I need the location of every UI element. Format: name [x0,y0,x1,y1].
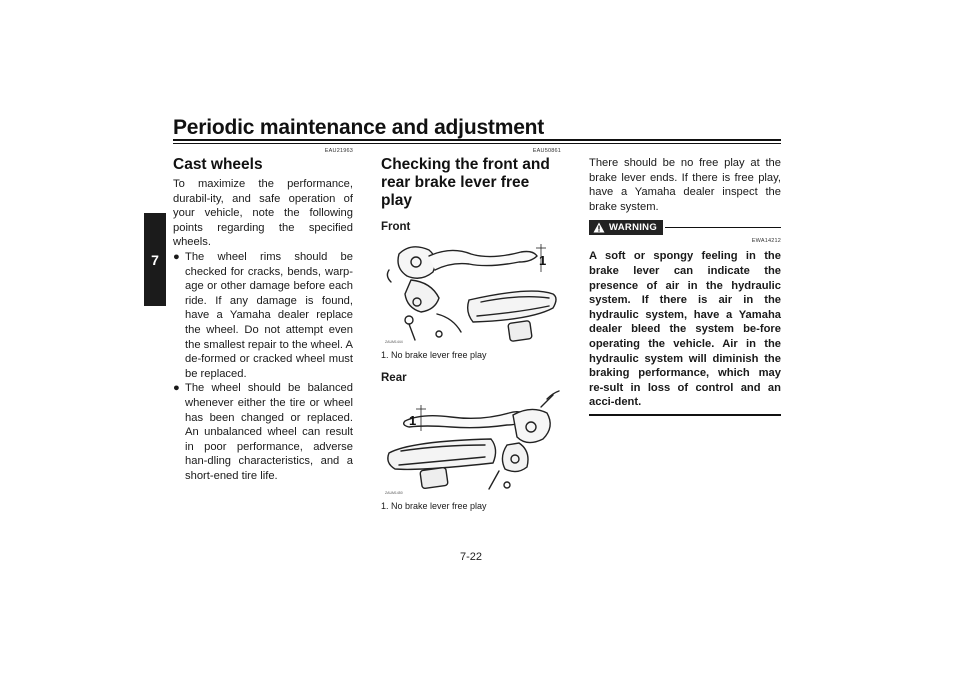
column-free-play-notes [589,147,781,416]
bullet-icon: ● [173,382,180,395]
warning-text: A soft or spongy feeling in the brake lever can indicate the presence of air in the hydraulic system. If there is air in the hydraulic system, have a Yamaha dealer bleed the system be-fore operating the vehicle. Air in the hydraulic system will diminish the braking performance, which may re-sult in loss of control and an acci-dent. [589,250,781,409]
page-header-title: Periodic maintenance and adjustment [173,116,545,139]
rear-callout-number: 1 [409,413,417,428]
free-play-paragraph: There should be no free play at the brake lever ends. If there is free play, have a Yamaha dealer inspect the brake system. [589,157,781,213]
front-callout-number: 1 [539,253,547,268]
figure-code: ZAUM1444 [385,340,403,344]
section-code: EAU50861 [532,148,561,154]
rear-caption: 1. No brake lever free play [381,501,487,511]
header-rule-thin [173,143,781,144]
section-code: EAU21963 [324,148,353,154]
figure-code: ZAUM1450 [385,491,403,495]
warning-rule [665,227,781,228]
rear-lever-illustration [381,387,561,497]
page-number: 7-22 [460,551,483,563]
warning-badge [589,220,663,235]
column-brake-lever [381,147,561,512]
column-cast-wheels [173,147,353,483]
chapter-tab: 7 [144,213,166,306]
warning-code: EWA14212 [751,238,781,245]
front-lever-drawing [381,236,561,346]
front-heading: Front [381,221,411,233]
rear-lever-drawing [381,387,561,497]
rear-heading: Rear [381,372,407,384]
header-rule [173,139,781,141]
warning-triangle-icon [593,222,605,233]
section-title: Checking the front and rear brake lever free play [381,156,550,209]
section-title: Cast wheels [173,156,263,173]
bullet-item: ● The wheel rims should be checked for cracks, bends, warp-age or other damage before each ride. If any damage is found, have a Yamaha dealer replace the wheel. Do not attempt even the smallest repair to the wheel. A de-formed or cracked wheel must be replaced. [173,250,353,380]
front-caption: 1. No brake lever free play [381,350,487,360]
warning-end-rule [589,414,781,416]
warning-label: WARNING [609,222,658,234]
intro-paragraph: To maximize the performance, durabil-ity, and safe operation of your vehicle, note the following points regarding the specified wheels. [173,178,353,249]
warning-header [589,220,781,235]
front-lever-illustration [381,236,561,346]
bullet-item: ● The wheel should be balanced whenever either the tire or wheel has been changed or replaced. An unbalanced wheel can result in poor performance, adverse han-dling characteristics, and a short-ened tire life. [173,382,353,482]
bullet-icon: ● [173,250,180,263]
